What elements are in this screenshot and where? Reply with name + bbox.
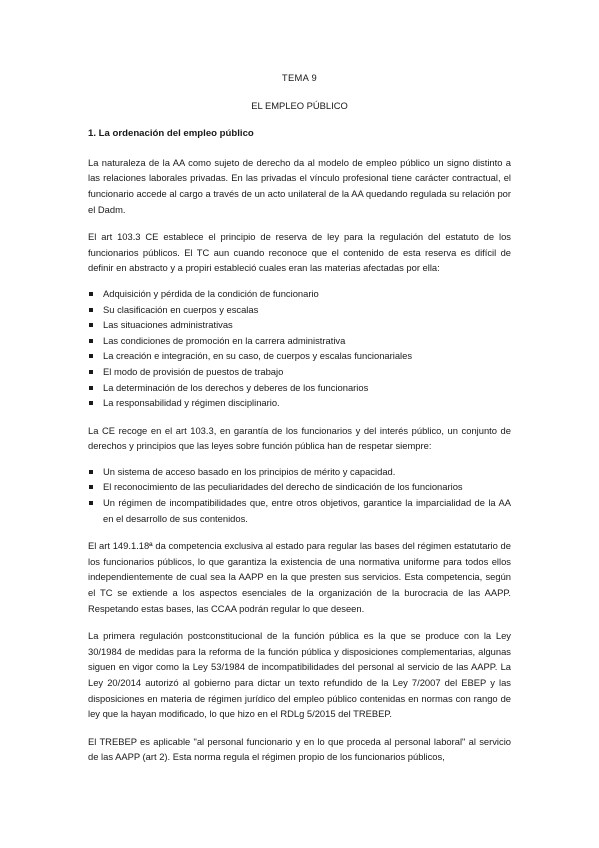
- list-item: [88, 348, 511, 364]
- bullet-icon: [89, 485, 93, 489]
- list-item-text: El modo de provisión de puestos de trabajo: [103, 365, 284, 377]
- paragraph-4: El art 149.1.18ª da competencia exclusiva al estado para regular las bases del régimen estatutario de los funcionarios públicos, lo que garantiza la existencia de una normativa uniforme para todos ellos independientemente de cual sea la AAPP en la que presten sus servicios. Esta competencia, según el TC se extiende a los aspectos esenciales de la organización de la burocracia de las AAPP. Respetando estas bases, las CCAA podrán regular lo que deseen.: [88, 540, 511, 614]
- list-item: [88, 317, 511, 333]
- list-item: [88, 464, 511, 480]
- list-item-text: Un sistema de acceso basado en los principios de mérito y capacidad.: [103, 465, 396, 477]
- list-item: [88, 302, 511, 318]
- list-item: [88, 479, 511, 495]
- list-item-text: Las situaciones administrativas: [103, 319, 233, 331]
- bullet-icon: [89, 470, 93, 474]
- bullet-icon: [89, 501, 93, 505]
- list-item-text: Las condiciones de promoción en la carrera administrativa: [103, 334, 346, 346]
- bullet-icon: [89, 354, 93, 358]
- document-body: [88, 70, 511, 765]
- paragraph-6: El TREBEP es aplicable "al personal funcionario y en lo que proceda al personal laboral" al servicio de las AAPP (art 2). Esta norma regula el régimen propio de los funcionarios públicos,: [88, 735, 511, 763]
- document-title: EL EMPLEO PÚBLICO: [251, 99, 348, 111]
- list-item: [88, 333, 511, 349]
- bullet-icon: [89, 339, 93, 343]
- list-item: [88, 364, 511, 380]
- list-item: [88, 495, 511, 526]
- section-heading: 1. La ordenación del empleo público: [88, 128, 254, 140]
- list-item-text: La creación e integración, en su caso, de cuerpos y escalas funcionariales: [103, 350, 413, 362]
- bullet-icon: [89, 401, 93, 405]
- list-item: [88, 286, 511, 302]
- list-item-text: La responsabilidad y régimen disciplinario.: [103, 397, 280, 409]
- paragraph-3: La CE recoge en el art 103.3, en garantía de los funcionarios y del interés público, un conjunto de derechos y principios que las leyes sobre función pública han de respetar siempre:: [88, 424, 511, 452]
- list-item: [88, 380, 511, 396]
- list-item-text: El reconocimiento de las peculiaridades del derecho de sindicación de los funcionarios: [103, 481, 463, 493]
- bullet-icon: [89, 292, 93, 296]
- paragraph-2: El art 103.3 CE establece el principio de reserva de ley para la regulación del estatuto de los funcionarios públicos. El TC aun cuando reconoce que el contenido de esta reserva es difícil de definir en abstracto y a propiri estableció cuales eran las materias afectadas por ella:: [88, 231, 511, 274]
- bullet-list-1: [88, 286, 511, 411]
- document-tema: TEMA 9: [281, 72, 318, 83]
- bullet-icon: [89, 308, 93, 312]
- list-item-text: Su clasificación en cuerpos y escalas: [103, 303, 259, 315]
- list-item-text: Adquisición y pérdida de la condición de funcionario: [103, 287, 319, 299]
- list-item-text: La determinación de los derechos y deberes de los funcionarios: [103, 381, 369, 393]
- list-item: [88, 395, 511, 411]
- paragraph-1: La naturaleza de la AA como sujeto de derecho da al modelo de empleo público un signo distinto a las relaciones laborales privadas. En las privadas el vínculo profesional tiene carácter contractual, el funcionario accede al cargo a través de un acto unilateral de la AA quedando regulada su relación por el Dadm.: [88, 156, 511, 215]
- bullet-icon: [89, 370, 93, 374]
- paragraph-5: La primera regulación postconstitucional de la función pública es la que se produce con la Ley 30/1984 de medidas para la reforma de la función pública y disposiciones complementarias, algunas siguen en vigor como la Ley 53/1984 de incompatibilidades del personal al servicio de las AAPP. La Ley 20/2014 autorizó al gobierno para dictar un texto refundido de la Ley 7/2007 del EBEP y las disposiciones en materia de régimen jurídico del empleo público contenidas en normas con rango de ley que la hayan modificado, lo que hizo en el RDLg 5/2015 del TREBEP.: [88, 630, 511, 720]
- bullet-list-2: [88, 464, 511, 526]
- bullet-icon: [89, 323, 93, 327]
- list-item-text: Un régimen de incompatibilidades que, entre otros objetivos, garantice la imparcialidad de la AA en el desarrollo de sus contenidos.: [103, 497, 511, 524]
- bullet-icon: [89, 386, 93, 390]
